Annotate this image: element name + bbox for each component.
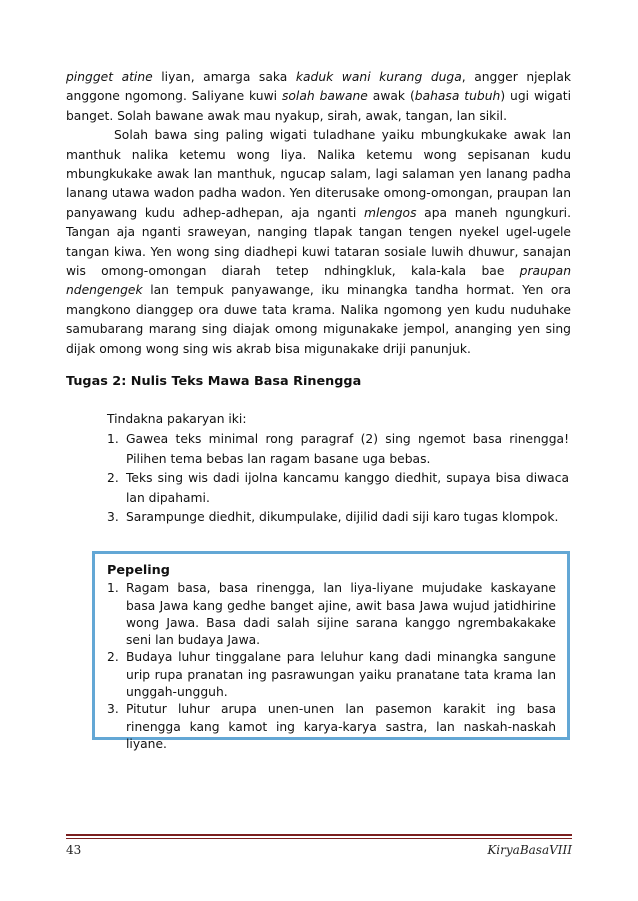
item-number: 2. [107,471,119,486]
italic-term: solah bawane [281,89,368,104]
italic-term: praupan ndengengek [66,264,571,298]
pepeling-item [107,580,556,649]
pepeling-title: Pepeling [107,563,170,578]
body-text [66,68,571,359]
item-text: Pitutur luhur arupa unen-unen lan pasemon karakit ing basa rinengga kang kamot ing karya-karya sastra, lan naskah-naskah liyane. [126,702,556,751]
text-run: , angger njeplak anggone ngomong. Saliyane kuwi [66,70,571,104]
pepeling-item [107,701,556,753]
italic-term: bahasa tubuh [414,89,501,104]
item-number: 2. [107,650,119,665]
text-run: awak ( [367,89,415,104]
text-run: Solah bawa sing paling wigati tuladhane yaiku mbungkukake awak lan manthuk nalika ketemu wong liya. Nalika ketemu wong sepisanan kudu mbungkukake awak lan manthuk, ngucap salam, lagi salaman yen lanang padha lanang utawa wadon padha wadon. Yen diterusake omong-omongan, praupan lan panyawang kudu adhep-adhepan, aja nganti [66,128,571,220]
text-run: apa maneh ngungkuri. Tangan aja nganti sraweyan, nanging tlapak tangan tengen nyekel ugel-ugele tangan kiwa. Yen wong sing diadhepi kuwi tataran sosiale luwih dhuwur, sanajan wis omong-omongan diarah tetep ndhingkluk, kala-kala bae [66,205,571,279]
item-text: Ragam basa, basa rinengga, lan liya-liyane mujudake kaskayane basa Jawa kang gedhe banget ajine, awit basa Jawa wujud jatidhirine wong Jawa. Basa dadi salah sijine sarana kanggo ngrembakakake seni lan budaya Jawa. [126,581,556,648]
item-text: Gawea teks minimal rong paragraf (2) sing ngemot basa rinengga! Pilihen tema bebas lan ragam basane uga bebas. [126,432,569,466]
item-text: Sarampunge diedhit, dikumpulake, dijilid dadi siji karo tugas klompok. [126,510,559,525]
footer-rule-thin [66,838,572,839]
pepeling-box [92,551,570,751]
task-item [107,469,569,508]
pepeling-list [107,580,556,753]
italic-term: pingget atine [66,70,153,84]
task-list [107,430,569,527]
item-number: 1. [107,432,119,447]
text-run: lan tempuk panyawange, iku minangka tandha hormat. Yen ora mangkono dianggep ora duwe tata krama. Nalika ngomong yen kudu nuduhake samubarang marang sing diajak omong migunakake jempol, ananging yen sing dijak omong wong sing wis akrab bisa migunakake driji panunjuk. [66,283,571,356]
pepeling-item [107,649,556,701]
item-text: Teks sing wis dadi ijolna kancamu kanggo diedhit, supaya bisa diwaca lan dipahami. [126,471,569,505]
book-title: KiryaBasaVIII [487,843,572,857]
paragraph-continued [66,68,571,126]
section-heading: Tugas 2: Nulis Teks Mawa Basa Rinengga [66,374,362,389]
text-run: ) ugi wigati banget. Solah bawane awak mau nyakup, sirah, awak, tangan, lan sikil. [66,89,572,123]
footer-rule [66,834,572,836]
item-number: 3. [107,702,119,717]
paragraph-solah-bawa [66,126,571,359]
task-list-block [107,410,569,527]
text-run: liyan, amarga saka [152,70,296,84]
item-number: 1. [107,581,119,596]
italic-term: mlengos [364,205,417,220]
item-number: 3. [107,510,119,525]
italic-term: kaduk wani kurang duga [295,70,462,84]
item-text: Budaya luhur tinggalane para leluhur kang dadi minangka sangune urip rupa pranatan ing pasrawungan yaiku pranatane tata krama lan unggah-ungguh. [126,650,556,700]
task-item [107,430,569,469]
task-intro: Tindakna pakaryan iki: [107,412,247,426]
task-item [107,508,569,527]
page-number: 43 [66,843,82,857]
